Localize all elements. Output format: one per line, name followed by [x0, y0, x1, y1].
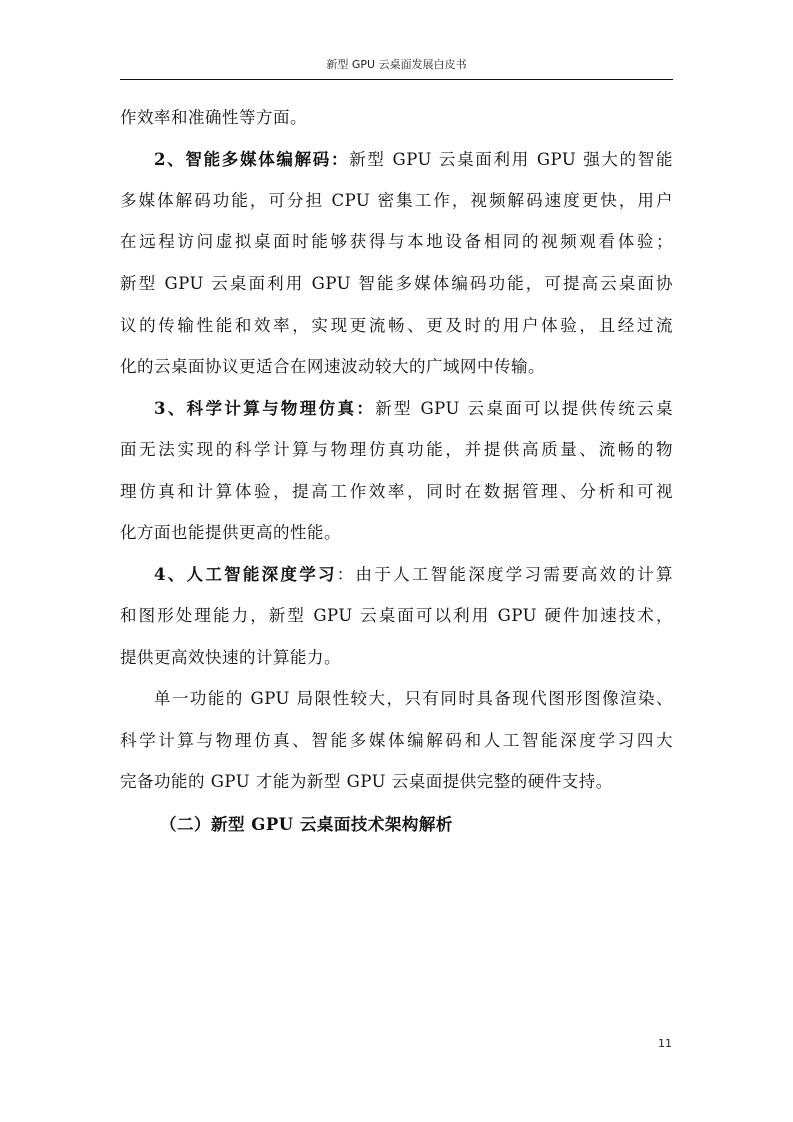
paragraph-simulation-line-3: 理仿真和计算体验，提高工作效率，同时在数据管理、分析和可视 [120, 482, 673, 501]
running-header: 新型 GPU 云桌面发展白皮书 [326, 58, 467, 71]
paragraph-ai-line-3: 提供更高效快速的计算能力。 [120, 648, 341, 667]
paragraph-multimedia-line-5: 议的传输性能和效率，实现更流畅、更及时的用户体验，且经过流 [120, 316, 673, 335]
paragraph-heading-ai: 4、人工智能深度学习 [154, 565, 337, 584]
paragraph-multimedia-line-6: 化的云桌面协议更适合在网速波动较大的广域网中传输。 [120, 357, 545, 376]
paragraph-summary-line-1: 单一功能的 GPU 局限性较大，只有同时具备现代图形图像渲染、 [154, 689, 673, 708]
paragraph-text: 新型 GPU 云桌面可以提供传统云桌 [375, 399, 674, 418]
section-title: （二）新型 GPU 云桌面技术架构解析 [160, 815, 453, 834]
paragraph-simulation-line-2: 面无法实现的科学计算与物理仿真功能，并提供高质量、流畅的物 [120, 440, 673, 459]
paragraph-simulation-line-4: 化方面也能提供更高的性能。 [120, 523, 341, 542]
page-number: 11 [658, 1037, 672, 1050]
header-rule [120, 79, 673, 80]
paragraph-multimedia-line-4: 新型 GPU 云桌面利用 GPU 智能多媒体编码功能，可提高云桌面协 [120, 274, 673, 293]
paragraph-heading-simulation: 3、科学计算与物理仿真： [154, 399, 376, 418]
paragraph-multimedia-line-3: 在远程访问虚拟桌面时能够获得与本地设备相同的视频观看体验； [120, 232, 673, 251]
paragraph-text: 新型 GPU 云桌面利用 GPU 强大的智能 [349, 150, 673, 169]
paragraph-heading-multimedia: 2、智能多媒体编解码： [154, 150, 350, 169]
paragraph-text: ：由于人工智能深度学习需要高效的计算 [336, 565, 673, 584]
paragraph-summary-line-2: 科学计算与物理仿真、智能多媒体编解码和人工智能深度学习四大 [120, 731, 673, 750]
paragraph-multimedia-line-1 [154, 150, 673, 170]
paragraph-ai-line-2: 和图形处理能力，新型 GPU 云桌面可以利用 GPU 硬件加速技术， [120, 606, 673, 625]
paragraph-summary-line-3: 完备功能的 GPU 才能为新型 GPU 云桌面提供完整的硬件支持。 [120, 772, 613, 791]
paragraph-multimedia-line-2: 多媒体解码功能，可分担 CPU 密集工作，视频解码速度更快，用户 [120, 191, 673, 210]
paragraph-simulation-line-1 [154, 399, 673, 419]
paragraph-continuation-line: 作效率和准确性等方面。 [120, 108, 307, 127]
paragraph-ai-line-1 [154, 565, 673, 585]
